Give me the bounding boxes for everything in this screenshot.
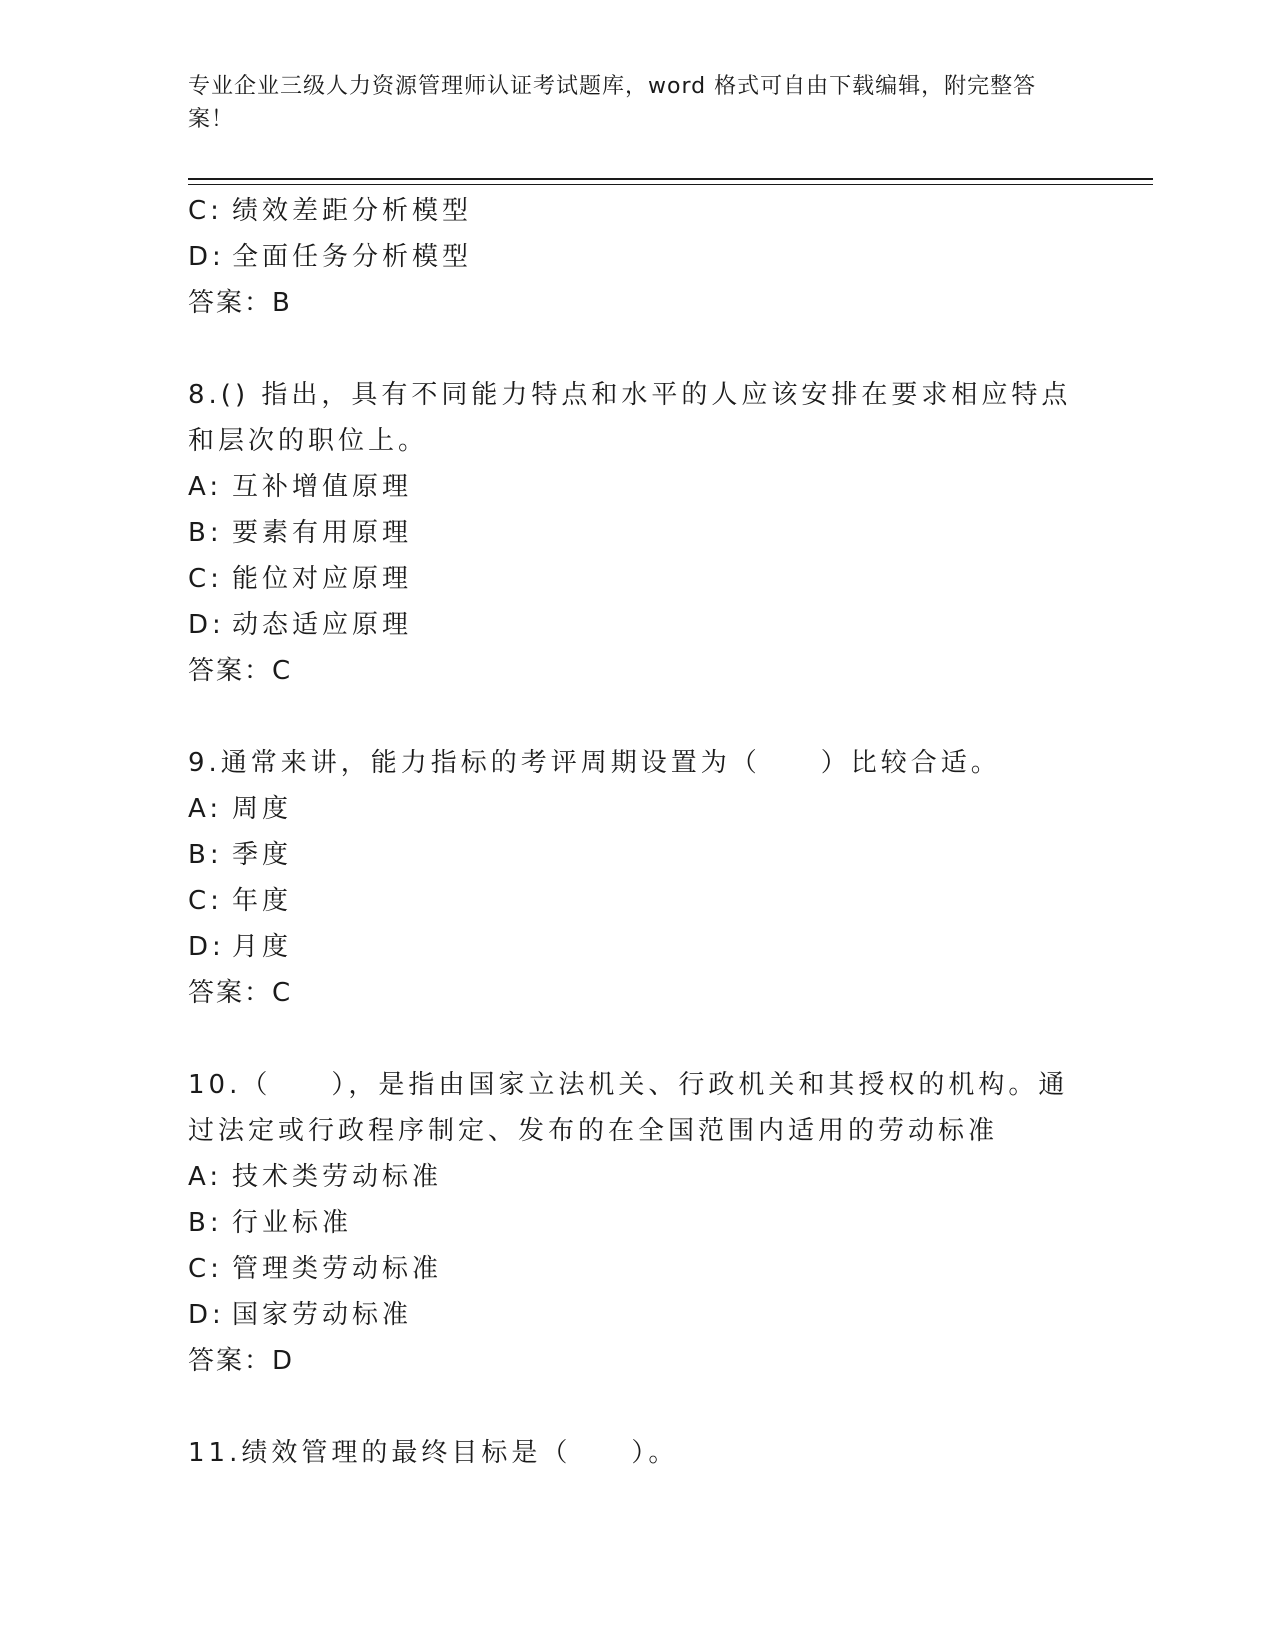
option-c <box>188 1246 1088 1292</box>
option-d <box>188 924 1088 970</box>
option-letter: C: <box>188 886 223 916</box>
option-letter: D: <box>188 610 225 640</box>
option-letter: D: <box>188 1300 225 1330</box>
option-b <box>188 832 1088 878</box>
option-text: 季度 <box>232 840 293 870</box>
option-text: 月度 <box>232 932 293 962</box>
question-stem: 10.（ ），是指由国家立法机关、行政机关和其授权的机构。通过法定或行政程序制定、发布的在全国范围内适用的劳动标准 <box>188 1070 1069 1146</box>
option-letter: A: <box>188 472 223 502</box>
option-d <box>188 602 1088 648</box>
option-a <box>188 464 1088 510</box>
option-b <box>188 510 1088 556</box>
option-letter: D: <box>188 242 225 272</box>
option-text: 互补增值原理 <box>232 472 413 502</box>
option-letter: A: <box>188 1162 223 1192</box>
option-a <box>188 1154 1088 1200</box>
option-letter: A: <box>188 794 223 824</box>
document-body <box>188 188 1088 1476</box>
option-letter: D: <box>188 932 225 962</box>
option-text: 全面任务分析模型 <box>232 242 473 272</box>
header-rule-thin <box>188 184 1153 185</box>
option-text: 技术类劳动标准 <box>232 1162 443 1192</box>
header-rule-thick <box>188 178 1153 180</box>
option-letter: B: <box>188 1208 223 1238</box>
question-stem: 11.绩效管理的最终目标是（ ）。 <box>188 1438 679 1468</box>
option-c <box>188 188 1088 234</box>
option-text: 年度 <box>232 886 293 916</box>
option-a <box>188 786 1088 832</box>
option-letter: C: <box>188 196 223 226</box>
spacer <box>188 326 1088 372</box>
option-text: 要素有用原理 <box>232 518 413 548</box>
option-d <box>188 1292 1088 1338</box>
answer-line: 答案：C <box>188 656 293 686</box>
answer-line: 答案：B <box>188 288 292 318</box>
option-c <box>188 878 1088 924</box>
option-text: 行业标准 <box>232 1208 353 1238</box>
option-text: 国家劳动标准 <box>232 1300 413 1330</box>
option-text: 周度 <box>232 794 293 824</box>
option-letter: B: <box>188 840 223 870</box>
spacer <box>188 694 1088 740</box>
option-letter: C: <box>188 564 223 594</box>
spacer <box>188 1384 1088 1430</box>
option-text: 动态适应原理 <box>232 610 413 640</box>
option-text: 绩效差距分析模型 <box>232 196 473 226</box>
spacer <box>188 1016 1088 1062</box>
answer-line: 答案：C <box>188 978 293 1008</box>
question-stem: 8.() 指出，具有不同能力特点和水平的人应该安排在要求相应特点和层次的职位上。 <box>188 380 1072 456</box>
option-text: 管理类劳动标准 <box>232 1254 443 1284</box>
option-d <box>188 234 1088 280</box>
option-letter: B: <box>188 518 223 548</box>
option-letter: C: <box>188 1254 223 1284</box>
question-stem: 9.通常来讲，能力指标的考评周期设置为（ ）比较合适。 <box>188 748 1001 778</box>
option-c <box>188 556 1088 602</box>
answer-line: 答案：D <box>188 1346 295 1376</box>
page-header: 专业企业三级人力资源管理师认证考试题库，word 格式可自由下载编辑，附完整答案！ <box>188 74 1037 132</box>
option-text: 能位对应原理 <box>232 564 413 594</box>
option-b <box>188 1200 1088 1246</box>
